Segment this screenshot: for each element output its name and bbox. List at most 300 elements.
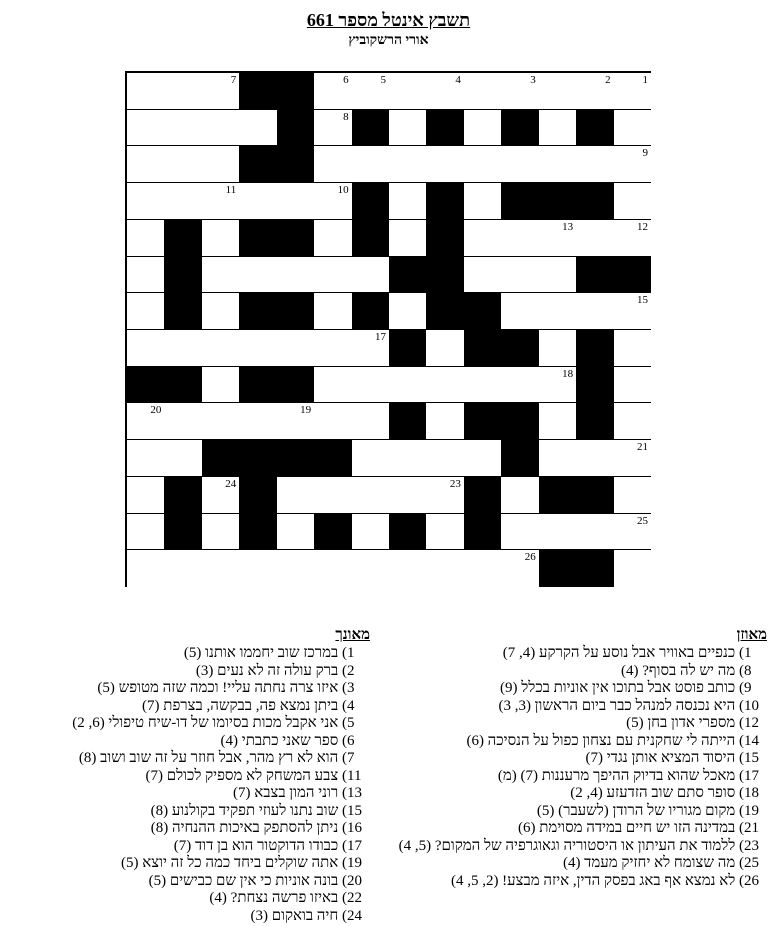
grid-cell[interactable] — [126, 549, 164, 587]
grid-cell-black — [613, 256, 651, 294]
grid-cell[interactable] — [313, 549, 351, 587]
grid-cell[interactable] — [276, 182, 314, 220]
clue-number: 1) — [342, 645, 355, 661]
grid-cell[interactable] — [163, 402, 201, 440]
clue-text: מה יש לה בסוף? (4) — [621, 662, 739, 679]
grid-cell[interactable] — [613, 513, 651, 551]
clue-number: 12) — [739, 715, 759, 731]
grid-cell[interactable] — [201, 513, 239, 551]
cell-number: 15 — [636, 294, 648, 307]
cell-number: 10 — [337, 184, 349, 197]
grid-cell[interactable] — [126, 439, 164, 477]
grid-cell-black — [425, 109, 463, 147]
cell-number: 6 — [343, 74, 349, 86]
grid-cell-black — [238, 513, 276, 551]
grid-cell[interactable] — [313, 329, 351, 367]
grid-cell[interactable] — [126, 109, 164, 147]
clue-number: 26) — [739, 872, 759, 889]
grid-cell-black — [238, 476, 276, 514]
grid-cell[interactable] — [351, 439, 389, 477]
clue-text: שוב נתנו לעוזי תפקיד בקולנוע (8) — [150, 802, 342, 819]
grid-cell-black — [425, 182, 463, 220]
clue-text: כנפיים באוויר אבל נוסע על הקרקע (4, 7) — [502, 645, 739, 661]
clue-text: היא נכנסה למנהל כבר ביום הראשון (3, 3) — [498, 697, 739, 714]
clue-text: אני אקבל מכות בסיומו של דו-שיח טיפולי (6, 2) — [72, 715, 342, 731]
clue-number: 7) — [342, 750, 355, 766]
grid-cell[interactable] — [575, 145, 613, 183]
grid-cell[interactable] — [575, 219, 613, 257]
down-clue — [10, 663, 370, 681]
cell-number: 22 — [524, 441, 536, 454]
grid-cell[interactable] — [351, 513, 389, 551]
grid-cell[interactable] — [538, 402, 576, 440]
grid-cell-black — [538, 476, 576, 514]
cell-number: 9 — [642, 147, 648, 160]
grid-cell[interactable] — [351, 72, 389, 110]
across-clue-list — [387, 645, 767, 890]
grid-cell-black — [351, 182, 389, 220]
grid-cell[interactable] — [463, 109, 501, 147]
clue-number: 20) — [342, 872, 362, 889]
grid-cell[interactable] — [388, 476, 426, 514]
grid-cell[interactable] — [500, 549, 538, 587]
across-clue — [387, 750, 767, 768]
across-clue — [387, 715, 767, 733]
down-clue — [10, 820, 370, 838]
clue-number: 15) — [342, 802, 362, 819]
cell-number: 7 — [230, 74, 237, 86]
grid-cell-black — [238, 439, 276, 477]
grid-cell[interactable] — [613, 366, 651, 404]
grid-cell-black — [276, 145, 314, 183]
grid-cell[interactable] — [613, 439, 651, 477]
clue-text: כותב פוסט אבל בתוכו אין אוניות בכלל (9) — [500, 680, 739, 696]
grid-cell-black — [388, 513, 426, 551]
grid-cell[interactable] — [463, 72, 501, 110]
clue-number: 8) — [739, 662, 752, 679]
grid-cell[interactable] — [276, 476, 314, 514]
clue-number: 19) — [739, 802, 759, 819]
grid-cell[interactable] — [613, 145, 651, 183]
grid-cell[interactable] — [500, 476, 538, 514]
grid-cell[interactable] — [276, 329, 314, 367]
grid-cell[interactable] — [538, 145, 576, 183]
grid-cell-black — [425, 292, 463, 330]
clue-text: אתה שוקלים ביחד כמה כל זה יוצא (5) — [121, 855, 342, 871]
grid-cell-black — [463, 329, 501, 367]
clue-number: 10) — [739, 697, 759, 714]
grid-cell[interactable] — [425, 145, 463, 183]
clue-number: 2) — [342, 662, 355, 679]
across-clue — [387, 645, 767, 663]
down-clue — [10, 645, 370, 663]
across-clue — [387, 680, 767, 698]
grid-cell[interactable] — [613, 476, 651, 514]
grid-cell[interactable] — [313, 219, 351, 257]
grid-cell-black — [126, 366, 164, 404]
grid-cell[interactable] — [538, 439, 576, 477]
grid-cell[interactable] — [538, 329, 576, 367]
grid-cell[interactable] — [538, 256, 576, 294]
cell-number: 18 — [562, 367, 574, 380]
clue-text: צבע המשחק לא מספיק לכולם (7) — [145, 767, 342, 784]
grid-cell[interactable] — [313, 109, 351, 147]
grid-cell[interactable] — [351, 476, 389, 514]
grid-cell[interactable] — [201, 476, 239, 514]
clue-text: מאכל שהוא בדיוק ההיפך מרעננות (7) (מ) — [497, 767, 739, 784]
cell-number: 11 — [225, 184, 237, 197]
grid-cell[interactable] — [425, 513, 463, 551]
cell-number: 12 — [636, 220, 648, 233]
clue-text: חיה בואקום (3) — [250, 907, 342, 924]
grid-cell[interactable] — [575, 292, 613, 330]
clue-number: 5) — [342, 715, 355, 731]
grid-cell[interactable] — [313, 402, 351, 440]
grid-cell[interactable] — [613, 402, 651, 440]
grid-cell[interactable] — [538, 366, 576, 404]
grid-cell[interactable] — [538, 219, 576, 257]
down-clue — [10, 873, 370, 891]
grid-cell[interactable] — [163, 109, 201, 147]
down-clue — [10, 733, 370, 751]
cell-number: 3 — [530, 74, 536, 86]
clue-text: ביתן נמצא פה, בבקשה, בצרפת (7) — [142, 697, 342, 714]
grid-cell-black — [388, 329, 426, 367]
grid-cell-black — [500, 109, 538, 147]
cell-number: 5 — [380, 74, 386, 86]
grid-cell[interactable] — [538, 72, 576, 110]
grid-cell[interactable] — [425, 439, 463, 477]
grid-cell[interactable] — [276, 513, 314, 551]
grid-cell-black — [463, 402, 501, 440]
grid-cell[interactable] — [126, 476, 164, 514]
grid-cell[interactable] — [613, 329, 651, 367]
clue-text: הוא לא רץ מהר, אבל חוזר על זה שוב ושוב (8) — [78, 750, 342, 766]
down-clue — [10, 715, 370, 733]
grid-cell[interactable] — [238, 329, 276, 367]
clue-number: 9) — [739, 680, 752, 696]
grid-cell-black — [500, 329, 538, 367]
cell-number: 14 — [412, 257, 424, 270]
down-clue — [10, 890, 370, 908]
grid-cell[interactable] — [425, 476, 463, 514]
grid-cell-black — [463, 476, 501, 514]
across-clue — [387, 820, 767, 838]
grid-cell[interactable] — [126, 329, 164, 367]
grid-cell[interactable] — [425, 72, 463, 110]
cell-number: 21 — [636, 441, 648, 454]
puzzle-author: אורי הרשקוביץ — [348, 33, 429, 48]
grid-cell-black — [238, 72, 276, 110]
cell-number: 17 — [374, 331, 386, 343]
grid-cell[interactable] — [313, 292, 351, 330]
grid-cell[interactable] — [351, 549, 389, 587]
cell-number: 8 — [343, 110, 349, 123]
clue-text: במרכז שוב יחממו אותנו (5) — [183, 645, 342, 661]
clue-number: 17) — [739, 767, 759, 784]
across-clue — [387, 785, 767, 803]
grid-cell[interactable] — [351, 402, 389, 440]
crossword-grid — [125, 71, 651, 587]
clue-number: 21) — [739, 820, 759, 836]
grid-cell[interactable] — [463, 256, 501, 294]
grid-cell-black — [388, 402, 426, 440]
grid-cell[interactable] — [425, 329, 463, 367]
grid-cell[interactable] — [163, 329, 201, 367]
grid-cell[interactable] — [351, 256, 389, 294]
grid-cell[interactable] — [126, 292, 164, 330]
grid-cell[interactable] — [276, 549, 314, 587]
grid-cell[interactable] — [238, 182, 276, 220]
down-clue — [10, 698, 370, 716]
grid-cell[interactable] — [201, 72, 239, 110]
grid-cell-black — [575, 549, 613, 587]
across-heading: מאוזן — [736, 627, 767, 643]
grid-cell[interactable] — [163, 72, 201, 110]
grid-cell[interactable] — [463, 182, 501, 220]
grid-cell[interactable] — [163, 439, 201, 477]
grid-cell[interactable] — [201, 402, 239, 440]
clue-number: 3) — [342, 680, 355, 696]
clue-text: סופר סתם שוב הזדעזע (4, 2) — [570, 785, 739, 801]
clue-number: 4) — [342, 697, 355, 714]
grid-cell[interactable] — [575, 72, 613, 110]
clue-text: היסוד המציא אותן נגדי (7) — [585, 750, 739, 766]
grid-cell-black — [351, 219, 389, 257]
clue-text: מקום מגוריו של הרודן (לשעבר) (5) — [536, 802, 739, 819]
grid-cell[interactable] — [388, 366, 426, 404]
grid-cell-black — [500, 439, 538, 477]
grid-cell-black — [538, 182, 576, 220]
down-clue — [10, 855, 370, 873]
down-clue-list — [10, 645, 370, 925]
grid-cell[interactable] — [500, 366, 538, 404]
grid-cell[interactable] — [276, 402, 314, 440]
grid-cell-black — [575, 366, 613, 404]
grid-cell[interactable] — [613, 219, 651, 257]
across-clue — [387, 733, 767, 751]
cell-number: 2 — [605, 74, 611, 86]
grid-cell[interactable] — [388, 219, 426, 257]
clue-text: הייתה לי שחקנית עם נצחון כפול על הנסיכה (6) — [466, 732, 739, 749]
grid-cell[interactable] — [163, 182, 201, 220]
cell-number: 24 — [225, 477, 237, 490]
grid-cell-black — [463, 292, 501, 330]
grid-cell[interactable] — [126, 145, 164, 183]
grid-cell[interactable] — [313, 72, 351, 110]
grid-cell[interactable] — [201, 145, 239, 183]
cell-number: 19 — [300, 404, 312, 417]
grid-cell[interactable] — [500, 513, 538, 551]
grid-cell-black — [276, 439, 314, 477]
grid-cell-black — [313, 439, 351, 477]
grid-cell-black — [575, 256, 613, 294]
grid-cell-black — [575, 476, 613, 514]
grid-cell-black — [351, 292, 389, 330]
grid-cell[interactable] — [201, 292, 239, 330]
cell-number: 1 — [642, 74, 648, 86]
grid-cell-black — [238, 219, 276, 257]
clue-number: 17) — [342, 837, 362, 854]
grid-cell[interactable] — [613, 109, 651, 147]
grid-cell-black — [276, 292, 314, 330]
cell-number: 4 — [455, 74, 461, 86]
grid-cell[interactable] — [425, 549, 463, 587]
grid-cell[interactable] — [126, 402, 164, 440]
grid-cell[interactable] — [238, 109, 276, 147]
grid-cell[interactable] — [500, 145, 538, 183]
clue-number: 19) — [342, 855, 362, 871]
grid-cell[interactable] — [463, 366, 501, 404]
grid-cell[interactable] — [126, 256, 164, 294]
grid-cell-black — [163, 366, 201, 404]
grid-cell-black — [425, 256, 463, 294]
grid-cell[interactable] — [313, 145, 351, 183]
grid-cell[interactable] — [126, 182, 164, 220]
clue-number: 22) — [342, 890, 362, 906]
grid-cell-black — [425, 219, 463, 257]
grid-cell[interactable] — [538, 109, 576, 147]
grid-cell-black — [163, 513, 201, 551]
grid-cell[interactable] — [500, 256, 538, 294]
cell-number: 26 — [524, 551, 536, 564]
clue-number: 11) — [342, 767, 362, 784]
across-clue — [387, 663, 767, 681]
grid-cell[interactable] — [351, 366, 389, 404]
grid-cell-black — [276, 366, 314, 404]
cell-number: 20 — [150, 404, 162, 417]
grid-cell[interactable] — [351, 145, 389, 183]
clue-number: 13) — [342, 785, 362, 801]
grid-cell-black — [201, 439, 239, 477]
grid-cell[interactable] — [388, 72, 426, 110]
across-clue — [387, 768, 767, 786]
grid-cell-black — [163, 256, 201, 294]
grid-cell[interactable] — [613, 292, 651, 330]
grid-cell-black — [575, 329, 613, 367]
grid-cell[interactable] — [126, 513, 164, 551]
grid-cell[interactable] — [388, 549, 426, 587]
grid-cell[interactable] — [313, 366, 351, 404]
clue-number: 6) — [342, 732, 355, 749]
grid-cell[interactable] — [351, 329, 389, 367]
grid-cell[interactable] — [313, 476, 351, 514]
clue-number: 25) — [739, 855, 759, 871]
grid-cell[interactable] — [500, 72, 538, 110]
across-clue — [387, 698, 767, 716]
cell-number: 23 — [449, 477, 461, 490]
grid-cell[interactable] — [463, 439, 501, 477]
grid-cell[interactable] — [613, 549, 651, 587]
grid-cell[interactable] — [388, 292, 426, 330]
cell-number: 13 — [562, 220, 574, 233]
down-clue — [10, 838, 370, 856]
grid-cell[interactable] — [201, 366, 239, 404]
grid-cell[interactable] — [388, 145, 426, 183]
clue-text: איזו צרה נחתה עליי! וכמה שזה מטופש (5) — [97, 680, 342, 696]
across-clues — [387, 626, 767, 890]
grid-cell[interactable] — [163, 145, 201, 183]
grid-cell[interactable] — [201, 329, 239, 367]
clue-text: רוני המון בצבא (7) — [232, 785, 342, 801]
grid-cell[interactable] — [500, 292, 538, 330]
clue-number: 14) — [739, 732, 759, 749]
grid-cell[interactable] — [276, 256, 314, 294]
grid-cell-black — [575, 109, 613, 147]
grid-cell[interactable] — [238, 256, 276, 294]
clue-text: באיזו פרשה נצחת? (4) — [209, 890, 342, 906]
grid-cell-black — [276, 219, 314, 257]
grid-cell-black — [351, 109, 389, 147]
down-heading: מאונך — [335, 627, 370, 643]
grid-cell[interactable] — [613, 72, 651, 110]
grid-cell[interactable] — [388, 182, 426, 220]
grid-cell[interactable] — [575, 439, 613, 477]
grid-cell-black — [163, 292, 201, 330]
grid-cell-black — [575, 402, 613, 440]
grid-cell[interactable] — [463, 219, 501, 257]
clue-number: 15) — [739, 750, 759, 766]
grid-cell[interactable] — [500, 219, 538, 257]
grid-cell[interactable] — [388, 439, 426, 477]
grid-cell-black — [313, 513, 351, 551]
grid-cell[interactable] — [163, 549, 201, 587]
down-clue — [10, 908, 370, 926]
grid-cell[interactable] — [126, 72, 164, 110]
grid-cell[interactable] — [126, 219, 164, 257]
grid-cell[interactable] — [313, 182, 351, 220]
grid-cell-black — [163, 476, 201, 514]
grid-cell[interactable] — [538, 292, 576, 330]
down-clue — [10, 680, 370, 698]
grid-cell[interactable] — [238, 402, 276, 440]
grid-cell[interactable] — [313, 256, 351, 294]
clue-text: ניתן להסתפק באיכות ההנחיה (8) — [150, 820, 342, 836]
grid-cell[interactable] — [201, 219, 239, 257]
clue-text: מספרי אדון בחן (5) — [626, 715, 739, 731]
grid-cell-black — [163, 219, 201, 257]
across-clue — [387, 855, 767, 873]
grid-cell[interactable] — [463, 145, 501, 183]
down-clues — [10, 626, 370, 925]
clue-text: ברק עולה זה לא נעים (3) — [195, 662, 342, 679]
grid-cell-black — [238, 145, 276, 183]
grid-cell-black — [388, 256, 426, 294]
grid-cell[interactable] — [201, 256, 239, 294]
clue-text: ספר שאני כתבתי (4) — [220, 732, 342, 749]
grid-cell[interactable] — [575, 513, 613, 551]
grid-cell[interactable] — [425, 366, 463, 404]
clue-number: 18) — [739, 785, 759, 801]
down-clue — [10, 768, 370, 786]
grid-cell[interactable] — [201, 549, 239, 587]
grid-cell[interactable] — [238, 549, 276, 587]
grid-cell[interactable] — [538, 513, 576, 551]
grid-cell[interactable] — [201, 109, 239, 147]
grid-cell[interactable] — [613, 182, 651, 220]
cell-number: 16 — [449, 294, 461, 307]
down-clue — [10, 785, 370, 803]
clue-number: 1) — [739, 645, 752, 661]
grid-cell-black — [238, 292, 276, 330]
clue-number: 23) — [739, 837, 759, 854]
grid-cell[interactable] — [388, 109, 426, 147]
clue-text: ללמוד את העיתון או היסטוריה וגאוגרפיה של המקום? (5, 4) — [398, 837, 739, 854]
grid-cell[interactable] — [201, 182, 239, 220]
grid-cell[interactable] — [463, 549, 501, 587]
grid-cell[interactable] — [425, 402, 463, 440]
down-clue — [10, 750, 370, 768]
